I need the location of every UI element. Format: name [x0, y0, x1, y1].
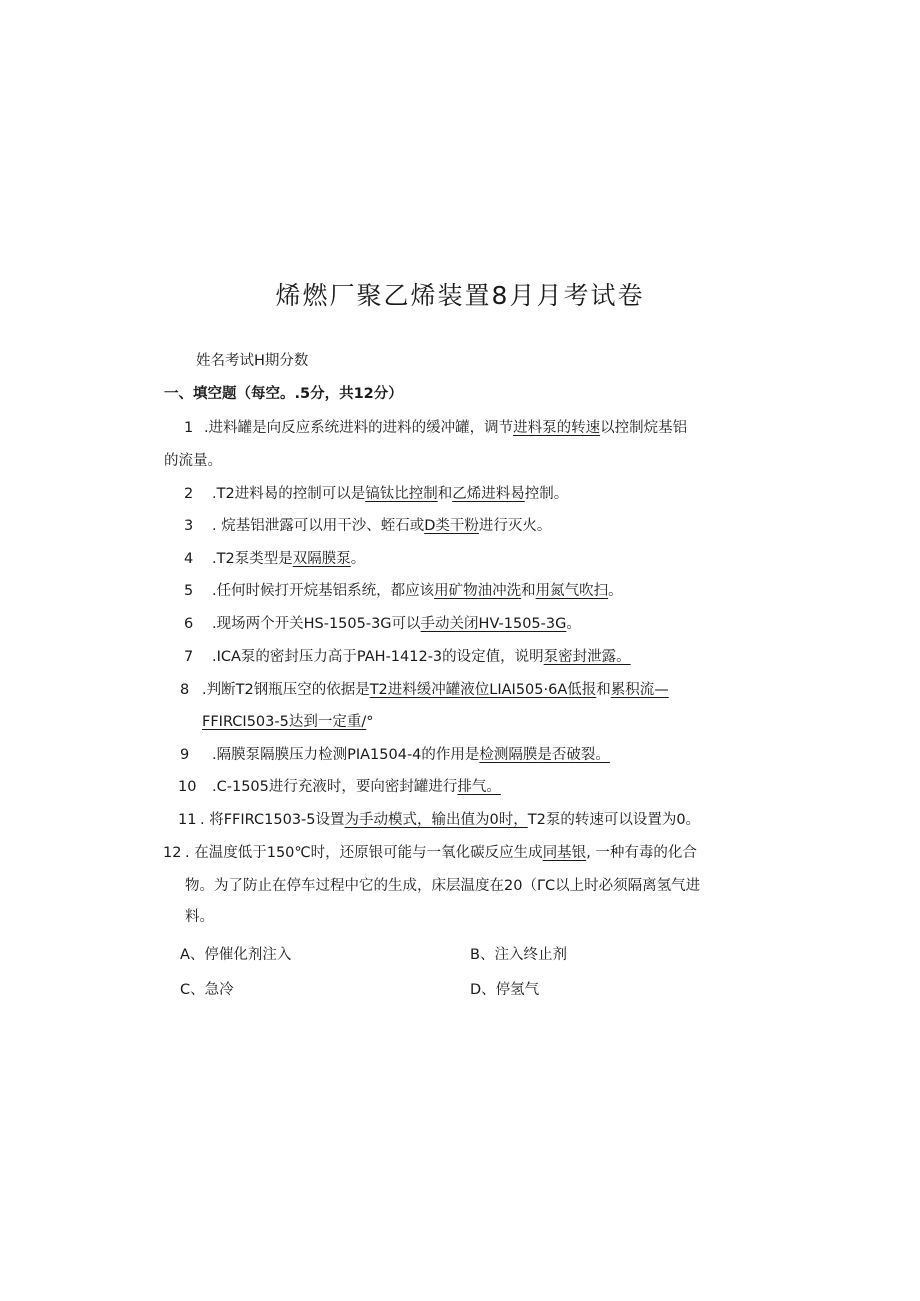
question-1: 1 .进料罐是向反应系统进料的进料的缓冲罐，调节进料泵的转速以控制烷基铝: [184, 420, 688, 436]
question-8-cont: FFIRCI503-5达到一定重/°: [202, 714, 374, 730]
question-9: 9 .隔膜泵隔膜压力检测PIA1504-4的作用是检测隔膜是否破裂。: [180, 747, 610, 763]
question-1-cont: 的流量。: [164, 453, 222, 469]
section-heading: 一、填空题（每空。.5分，共12分）: [164, 386, 403, 402]
option-d: D、停氢气: [470, 982, 540, 998]
question-5: 5 .任何时候打开烷基铝系统，都应该用矿物油冲洗和用氮气吹扫。: [184, 583, 623, 599]
question-12: 12 . 在温度低于150℃时，还原银可能与一氧化碳反应生成同基银, 一种有毒的化合: [163, 845, 697, 861]
exam-title: 烯燃厂聚乙烯装置8月月考试卷: [275, 281, 645, 310]
question-4: 4 .T2泵类型是双隔膜泵。: [184, 551, 366, 567]
question-7: 7 .ICA泵的密封压力高于PAH-1412-3的设定值，说明泵密封泄露。: [184, 649, 631, 665]
question-6: 6 .现场两个开关HS-1505-3G可以手动关闭HV-1505-3G。: [184, 616, 581, 632]
question-10: 10 .C-1505进行充液时，要向密封罐进行排气。: [178, 779, 501, 795]
question-8: 8 .判断T2钢瓶压空的依据是T2进料缓冲罐液位LIAI505·6A低报和累积流—: [180, 682, 669, 698]
question-2: 2 .T2进料曷的控制可以是镐钛比控制和乙烯进料曷控制。: [184, 486, 569, 502]
option-c: C、急冷: [180, 982, 234, 998]
option-a: A、停催化剂注入: [180, 947, 292, 963]
question-3: 3 . 烷基铝泄露可以用干沙、蛭石或D类干粉进行灭火。: [184, 518, 552, 534]
question-12-cont2: 料。: [185, 909, 214, 925]
question-11: 11 . 将FFIRC1503-5设置为手动模式，输出值为0时，T2泵的转速可以设置为0。: [178, 812, 701, 828]
header-fields: 姓名考试H期分数: [196, 353, 309, 369]
option-b: B、注入终止剂: [470, 947, 567, 963]
question-12-cont: 物。为了防止在停车过程中它的生成，床层温度在20（ΓC以上时必须隔离氢气进: [185, 878, 701, 894]
